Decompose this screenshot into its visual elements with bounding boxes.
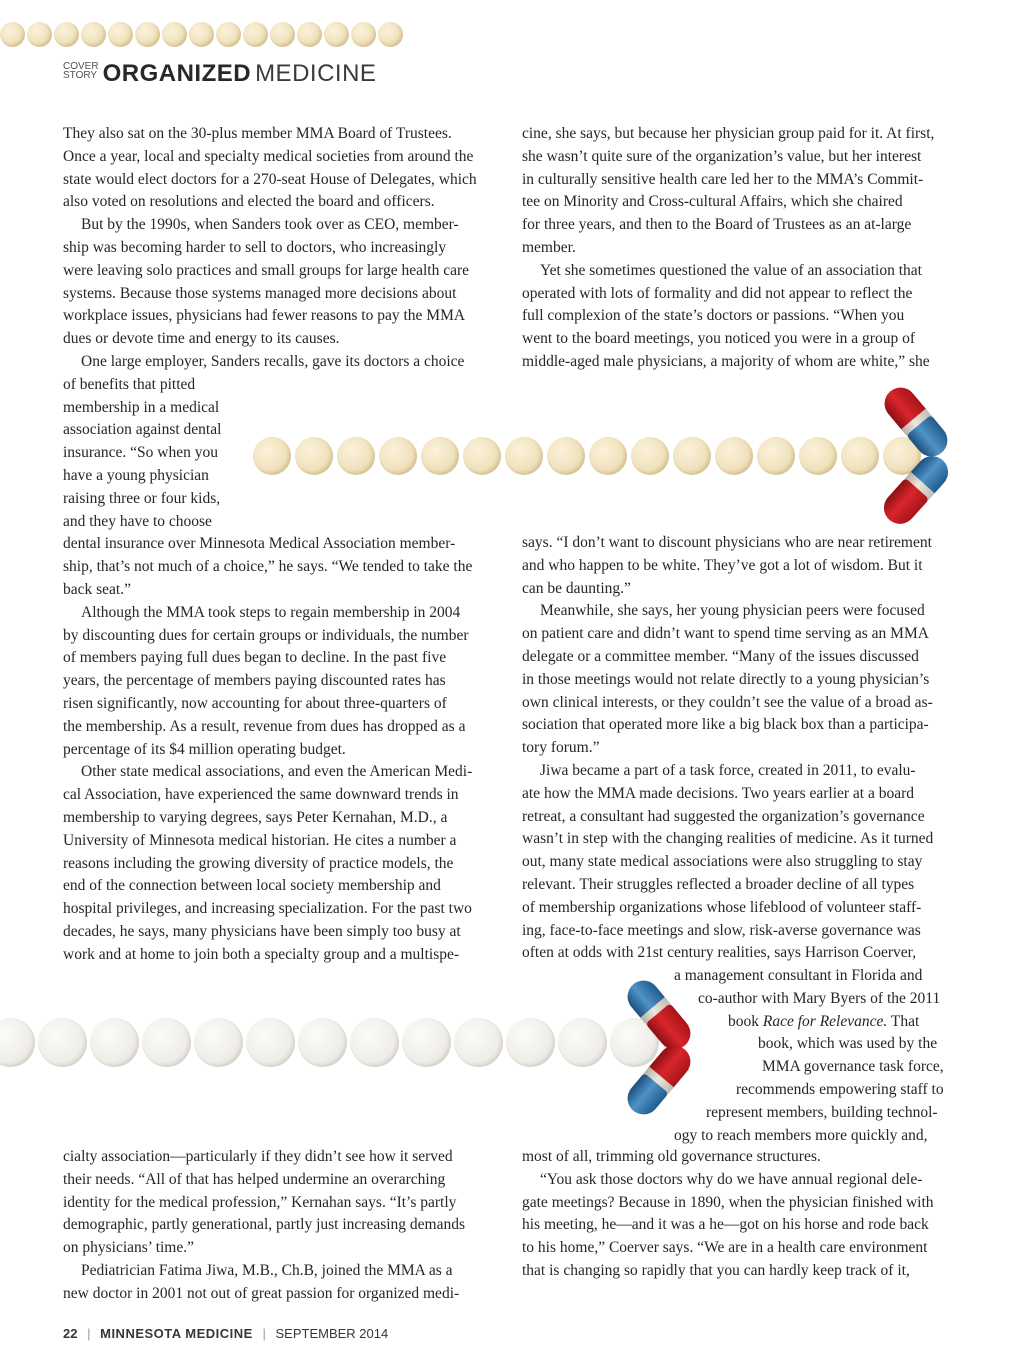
text-line: she wasn’t quite sure of the organization’s value, but her interest <box>522 147 922 165</box>
tablet-dot <box>841 437 879 475</box>
book-title: Race for Relevance. <box>762 1012 888 1030</box>
tablet-dot <box>189 22 214 47</box>
text-line: in those meetings would not relate directly to a young physician’s <box>522 670 930 688</box>
tablet-dot <box>298 1018 347 1067</box>
text-line: risen significantly, now accounting for about three-quarters of <box>63 694 447 712</box>
text-fragment: That <box>887 1012 920 1030</box>
section-title-light: MEDICINE <box>255 60 377 87</box>
text-line: Other state medical associations, and even the American Medi- <box>81 763 473 781</box>
text-line: relevant. Their struggles reflected a broader decline of all types <box>522 875 915 893</box>
text-line: hospital privileges, and increasing specialization. For the past two <box>63 900 472 918</box>
text-line: middle-aged male physicians, a majority of whom are white,” she <box>522 352 930 370</box>
tablet-dot <box>402 1018 451 1067</box>
text-line: end of the connection between local society membership and <box>63 877 441 895</box>
text-line: member. <box>522 238 576 256</box>
text-line: have a young physician <box>63 466 209 484</box>
text-line: retreat, a consultant had suggested the organization’s governance <box>522 807 925 825</box>
tablet-dot <box>673 437 711 475</box>
tablet-dot <box>631 437 669 475</box>
text-line: tee on Minority and Cross-cultural Affairs, which she chaired <box>522 193 903 211</box>
text-line: that is changing so rapidly that you can hardly keep track of it, <box>522 1261 910 1279</box>
text-line: a management consultant in Florida and <box>674 967 923 984</box>
cover-label: COVER <box>63 61 99 72</box>
text-line: ate how the MMA made decisions. Two years earlier at a board <box>522 784 915 802</box>
text-line: his meeting, he—and it was a he—got on his horse and rode back <box>522 1216 929 1234</box>
tablet-dot <box>246 1018 295 1067</box>
text-line: demographic, partly generational, partly just increasing demands <box>63 1216 466 1234</box>
text-line: They also sat on the 30-plus member MMA Board of Trustees. <box>63 125 452 142</box>
text-line: state would elect doctors for a 270-seat House of Delegates, which <box>63 170 477 188</box>
text-line: ing, face-to-face meetings and slow, risk-averse governance was <box>522 921 921 939</box>
text-line: raising three or four kids, <box>63 489 221 507</box>
text-line: Meanwhile, she says, her young physician peers were focused <box>540 602 925 620</box>
article-right-column-bottom <box>522 1146 958 1283</box>
tablet-dot <box>108 22 133 47</box>
text-line: on patient care and didn’t want to spend time serving as an MMA <box>522 625 929 643</box>
section-header <box>63 60 376 88</box>
text-line: systems. Because those systems managed more decisions about <box>63 284 457 302</box>
text-line: of membership organizations whose lifeblood of volunteer staff- <box>522 898 922 916</box>
text-line: But by the 1990s, when Sanders took over as CEO, member- <box>81 216 459 234</box>
text-line: delegate or a committee member. “Many of the issues discussed <box>522 647 919 665</box>
text-line: association against dental <box>63 421 222 439</box>
tablet-dot <box>162 22 187 47</box>
text-line: dental insurance over Minnesota Medical Association member- <box>63 535 456 553</box>
page-number: 22 <box>63 1326 78 1341</box>
tablet-dot <box>378 22 403 47</box>
text-line: and they have to choose <box>63 512 212 530</box>
text-line: ogy to reach members more quickly and, <box>674 1126 928 1144</box>
text-line: dues or devote time and energy to its causes. <box>63 330 340 348</box>
text-line: of members paying full dues began to decline. In the past five <box>63 649 447 667</box>
text-line: also voted on resolutions and elected the board and officers. <box>63 193 435 211</box>
text-line: reasons including the growing diversity of practice models, the <box>63 854 454 872</box>
page-footer <box>63 1326 388 1341</box>
text-line: co-author with Mary Byers of the 2011 <box>698 989 941 1007</box>
text-line: membership to varying degrees, says Peter Kernahan, M.D., a <box>63 808 448 826</box>
text-line: cal Association, have experienced the same downward trends in <box>63 786 459 804</box>
tablet-dot <box>589 437 627 475</box>
text-line: One large employer, Sanders recalls, gave its doctors a choice <box>81 352 465 370</box>
text-line: represent members, building technol- <box>706 1103 938 1121</box>
article-left-column-top <box>63 123 500 966</box>
text-line: cine, she says, but because her physician group paid for it. At first, <box>522 125 935 142</box>
text-line: operated with lots of formality and did not appear to reflect the <box>522 284 913 302</box>
text-line: by discounting dues for certain groups or individuals, the number <box>63 626 469 644</box>
issue-date: SEPTEMBER 2014 <box>275 1326 389 1341</box>
text-line: recommends empowering staff to <box>736 1080 944 1098</box>
text-line: often at odds with 21st century realities, says Harrison Coerver, <box>522 944 917 962</box>
text-line: decades, he says, many physicians have been simply too busy at <box>63 922 461 940</box>
text-line: work and at home to join both a specialty group and a multispe- <box>63 945 460 963</box>
text-line: Jiwa became a part of a task force, created in 2011, to evalu- <box>540 761 916 779</box>
article-right-column-middle <box>522 532 958 965</box>
text-line: Once a year, local and specialty medical societies from around the <box>63 147 474 165</box>
tablet-dot <box>297 22 322 47</box>
cover-story-label <box>63 62 99 80</box>
tablet-dot <box>351 22 376 47</box>
text-line: wasn’t in step with the changing realities of medicine. As it turned <box>522 830 934 848</box>
text-line: “You ask those doctors why do we have annual regional dele- <box>540 1170 923 1188</box>
section-title-strong: ORGANIZED <box>102 60 252 87</box>
text-line: tory forum.” <box>522 739 600 757</box>
text-line: identity for the medical profession,” Kernahan says. “It’s partly <box>63 1193 457 1211</box>
text-line: workplace issues, physicians had fewer reasons to pay the MMA <box>63 307 466 325</box>
tablet-dot <box>799 437 837 475</box>
tablet-dot <box>0 1018 35 1067</box>
text-line: on physicians’ time.” <box>63 1239 195 1257</box>
tablet-dot <box>81 22 106 47</box>
story-label: STORY <box>63 70 98 81</box>
tablet-dot <box>270 22 295 47</box>
text-line: insurance. “So when you <box>63 444 218 462</box>
text-line: new doctor in 2001 not out of great passion for organized medi- <box>63 1284 460 1302</box>
tablet-dot <box>715 437 753 475</box>
text-line: ship, that’s not much of a choice,” he says. “We tended to take the <box>63 558 473 576</box>
text-line: MMA governance task force, <box>762 1058 944 1076</box>
tablet-dot <box>216 22 241 47</box>
text-line: for three years, and then to the Board of Trustees as an at-large <box>522 216 912 234</box>
tablet-dot <box>0 22 25 47</box>
text-line: were leaving solo practices and small groups for large health care <box>63 261 469 279</box>
text-line: sociation that operated more like a big black box than a participa- <box>522 716 929 734</box>
tablet-dot <box>38 1018 87 1067</box>
text-line: can be daunting.” <box>522 579 631 597</box>
text-line: and who happen to be white. They’ve got a lot of wisdom. But it <box>522 556 923 574</box>
text-line: of benefits that pitted <box>63 375 196 393</box>
footer-separator: | <box>87 1326 91 1341</box>
magazine-name: MINNESOTA MEDICINE <box>100 1326 253 1341</box>
text-line: book, which was used by the <box>758 1035 938 1053</box>
text-line: the membership. As a result, revenue from dues has dropped as a <box>63 717 466 735</box>
tablet-dot <box>454 1018 503 1067</box>
text-fragment: book <box>728 1012 763 1030</box>
article-right-wrap-text <box>522 965 958 1147</box>
text-line: most of all, trimming old governance structures. <box>522 1148 821 1165</box>
tablet-dot <box>324 22 349 47</box>
text-line: Yet she sometimes questioned the value of an association that <box>540 261 922 279</box>
text-line: back seat.” <box>63 580 131 598</box>
text-line: in culturally sensitive health care led her to the MMA’s Commit- <box>522 170 924 188</box>
tablet-dot <box>243 22 268 47</box>
text-line: percentage of its $4 million operating budget. <box>63 740 346 758</box>
text-line: years, the percentage of members paying discounted rates has <box>63 672 446 690</box>
tablet-dot <box>135 22 160 47</box>
text-line: Pediatrician Fatima Jiwa, M.B., Ch.B, joined the MMA as a <box>81 1261 453 1279</box>
tablet-dot <box>54 22 79 47</box>
text-line: membership in a medical <box>63 398 220 416</box>
text-line: ship was becoming harder to sell to doctors, who increasingly <box>63 238 447 256</box>
text-line: went to the board meetings, you noticed you were in a group of <box>522 330 915 348</box>
article-right-column-top <box>522 123 958 374</box>
text-line: full complexion of the state’s doctors or passions. “When you <box>522 307 905 325</box>
text-line: cialty association—particularly if they didn’t see how it served <box>63 1148 453 1165</box>
text-line <box>522 1011 958 1034</box>
tablet-dot <box>27 22 52 47</box>
text-line: Although the MMA took steps to regain membership in 2004 <box>81 603 461 621</box>
text-line: University of Minnesota medical historian. He cites a number a <box>63 831 457 849</box>
footer-separator: | <box>262 1326 266 1341</box>
text-line: own clinical interests, or they couldn’t see the value of a broad as- <box>522 693 933 711</box>
article-left-column-bottom <box>63 1146 500 1306</box>
text-line: gate meetings? Because in 1890, when the physician finished with <box>522 1193 934 1211</box>
text-line: out, many state medical associations were also struggling to stay <box>522 853 923 871</box>
text-line: says. “I don’t want to discount physicians who are near retirement <box>522 534 932 551</box>
text-line: their needs. “All of that has helped undermine an overarching <box>63 1170 446 1188</box>
tablet-dot <box>757 437 795 475</box>
tablet-dot <box>142 1018 191 1067</box>
decorative-pill-row-top <box>0 22 403 47</box>
tablet-dot <box>505 437 543 475</box>
tablet-dot <box>194 1018 243 1067</box>
text-line: to his home,” Coerver says. “We are in a health care environment <box>522 1239 928 1257</box>
tablet-dot <box>90 1018 139 1067</box>
tablet-dot <box>350 1018 399 1067</box>
tablet-dot <box>547 437 585 475</box>
